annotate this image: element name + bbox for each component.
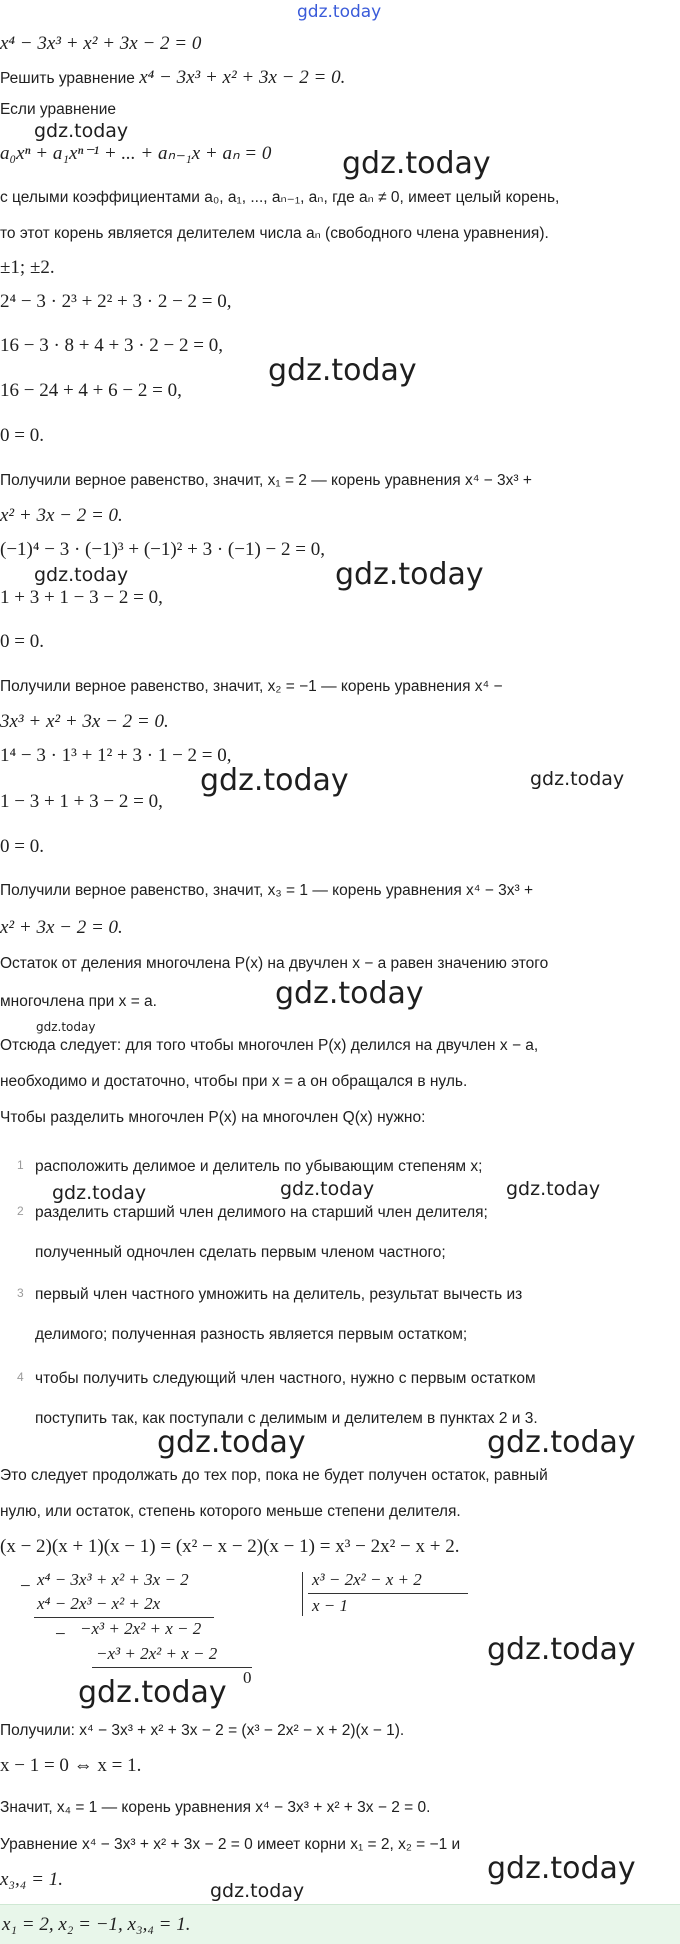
list-item-text: полученный одночлен сделать первым членом частного; — [35, 1244, 446, 1261]
task-statement — [0, 68, 345, 89]
watermark: gdz.today — [34, 564, 129, 586]
root-3-equation: x² + 3x − 2 = 0. — [0, 917, 123, 938]
root-1-statement: Получили верное равенство, значит, x₁ = 2 — корень уравнения x⁴ − 3x³ + — [0, 472, 532, 489]
list-item-text: чтобы получить следующий член частного, нужно с первым остатком — [35, 1370, 536, 1387]
theorem-line-2: то этот корень является делителем числа aₙ (свободного члена уравнения). — [0, 225, 549, 242]
watermark: gdz.today — [78, 1675, 227, 1710]
list-item-text: разделить старший член делимого на старший член делителя; — [35, 1204, 488, 1221]
list-item-text: поступить так, как поступали с делимым и делителем в пунктах 2 и 3. — [35, 1410, 538, 1427]
watermark: gdz.today — [268, 353, 417, 388]
task-text: Решить уравнение — [0, 70, 140, 87]
division-remainder-final: 0 — [243, 1668, 252, 1687]
division-bar — [302, 1572, 303, 1616]
watermark: gdz.today — [52, 1182, 147, 1204]
divisibility-condition-1: Отсюда следует: для того чтобы многочлен P(x) делился на двучлен x − a, — [0, 1037, 539, 1054]
algorithm-stop-line-1: Это следует продолжать до тех пор, пока не будет получен остаток, равный — [0, 1467, 548, 1484]
check-x2-result: 0 = 0. — [0, 425, 44, 446]
root-product-expansion: (x − 2)(x + 1)(x − 1) = (x² − x − 2)(x − 1) = x³ − 2x² − x + 2. — [0, 1536, 460, 1557]
watermark: gdz.today — [36, 1020, 96, 1034]
watermark: gdz.today — [487, 1425, 636, 1460]
conclusion-line-2: x₃,₄ = 1. — [0, 1869, 63, 1890]
list-item-number: 1 — [17, 1158, 24, 1172]
division-underline — [34, 1617, 214, 1618]
equation-heading: x⁴ − 3x³ + x² + 3x − 2 = 0 — [0, 33, 202, 54]
division-underline — [308, 1593, 468, 1594]
general-polynomial: a₀xⁿ + a₁xⁿ⁻¹ + ... + aₙ₋₁x + aₙ = 0 — [0, 143, 272, 164]
division-dividend: x⁴ − 3x³ + x² + 3x − 2 — [37, 1570, 189, 1589]
check-xm1-result: 0 = 0. — [0, 631, 44, 652]
check-xm1-line-2: 1 + 3 + 1 − 3 − 2 = 0, — [0, 587, 163, 608]
list-item-number: 3 — [17, 1286, 24, 1300]
division-remainder-1: −x³ + 2x² + x − 2 — [80, 1619, 202, 1638]
check-x2-line-1: 2⁴ − 3 · 2³ + 2² + 3 · 2 − 2 = 0, — [0, 291, 232, 312]
division-minus-sign: − — [20, 1576, 31, 1597]
watermark: gdz.today — [342, 146, 491, 181]
answer-text: x₁ = 2, x₂ = −1, x₃,₄ = 1. — [2, 1914, 191, 1935]
theorem-line-1: с целыми коэффициентами a₀, a₁, ..., aₙ₋₁, aₙ, где aₙ ≠ 0, имеет целый корень, — [0, 189, 560, 206]
division-subtrahend-1: x⁴ − 2x³ − x² + 2x — [37, 1594, 161, 1613]
division-algorithm-intro: Чтобы разделить многочлен P(x) на многочлен Q(x) нужно: — [0, 1109, 426, 1126]
list-item-number: 2 — [17, 1204, 24, 1218]
watermark: gdz.today — [200, 763, 349, 798]
root-1-equation: x² + 3x − 2 = 0. — [0, 505, 123, 526]
watermark: gdz.today — [275, 976, 424, 1011]
watermark: gdz.today — [34, 120, 129, 142]
list-item-number: 4 — [17, 1370, 24, 1384]
watermark: gdz.today — [487, 1851, 636, 1886]
watermark: gdz.today — [280, 1178, 375, 1200]
last-factor-root: x − 1 = 0 ⇔ x = 1. — [0, 1755, 142, 1776]
list-item-text: расположить делимое и делитель по убывающим степеням x; — [35, 1158, 483, 1175]
root-3-statement: Получили верное равенство, значит, x₃ = 1 — корень уравнения x⁴ − 3x³ + — [0, 882, 533, 899]
check-x2-line-3: 16 − 24 + 4 + 6 − 2 = 0, — [0, 380, 182, 401]
division-minus-sign: − — [55, 1624, 66, 1645]
conclusion-line-1: Уравнение x⁴ − 3x³ + x² + 3x − 2 = 0 имеет корни x₁ = 2, x₂ = −1 и — [0, 1836, 461, 1853]
remainder-theorem-line-2: многочлена при x = a. — [0, 993, 157, 1010]
candidate-divisors: ±1; ±2. — [0, 257, 55, 278]
division-quotient: x³ − 2x² − x + 2 — [312, 1570, 422, 1589]
remainder-theorem-line-1: Остаток от деления многочлена P(x) на двучлен x − a равен значению этого — [0, 955, 549, 972]
factorization-result: Получили: x⁴ − 3x³ + x² + 3x − 2 = (x³ − 2x² − x + 2)(x − 1). — [0, 1722, 405, 1739]
task-equation: x⁴ − 3x³ + x² + 3x − 2 = 0. — [139, 67, 346, 88]
watermark: gdz.today — [487, 1632, 636, 1667]
check-x2-line-2: 16 − 3 · 8 + 4 + 3 · 2 − 2 = 0, — [0, 335, 223, 356]
answer-box — [0, 1904, 680, 1944]
watermark: gdz.today — [530, 768, 625, 790]
check-x1-result: 0 = 0. — [0, 836, 44, 857]
watermark: gdz.today — [506, 1178, 601, 1200]
root-4-statement: Значит, x₄ = 1 — корень уравнения x⁴ − 3x³ + x² + 3x − 2 = 0. — [0, 1799, 431, 1816]
watermark: gdz.today — [335, 557, 484, 592]
root-2-equation: 3x³ + x² + 3x − 2 = 0. — [0, 711, 169, 732]
list-item-text: первый член частного умножить на делитель, результат вычесть из — [35, 1286, 523, 1303]
check-x1-line-1: 1⁴ − 3 · 1³ + 1² + 3 · 1 − 2 = 0, — [0, 745, 232, 766]
header-site-link[interactable]: gdz.today — [297, 2, 382, 22]
division-subtrahend-2: −x³ + 2x² + x − 2 — [96, 1644, 218, 1663]
divisibility-condition-2: необходимо и достаточно, чтобы при x = a он обращался в нуль. — [0, 1073, 468, 1090]
watermark: gdz.today — [210, 1880, 305, 1902]
root-2-statement: Получили верное равенство, значит, x₂ = −1 — корень уравнения x⁴ − — [0, 678, 503, 695]
division-underline — [92, 1667, 252, 1668]
long-division — [0, 1570, 480, 1710]
division-divisor: x − 1 — [312, 1596, 349, 1615]
algorithm-stop-line-2: нулю, или остаток, степень которого меньше степени делителя. — [0, 1503, 461, 1520]
list-item-text: делимого; полученная разность является первым остатком; — [35, 1326, 468, 1343]
check-x1-line-2: 1 − 3 + 1 + 3 − 2 = 0, — [0, 791, 163, 812]
check-xm1-line-1: (−1)⁴ − 3 · (−1)³ + (−1)² + 3 · (−1) − 2 = 0, — [0, 539, 325, 560]
watermark: gdz.today — [157, 1425, 306, 1460]
theorem-intro: Если уравнение — [0, 101, 116, 118]
